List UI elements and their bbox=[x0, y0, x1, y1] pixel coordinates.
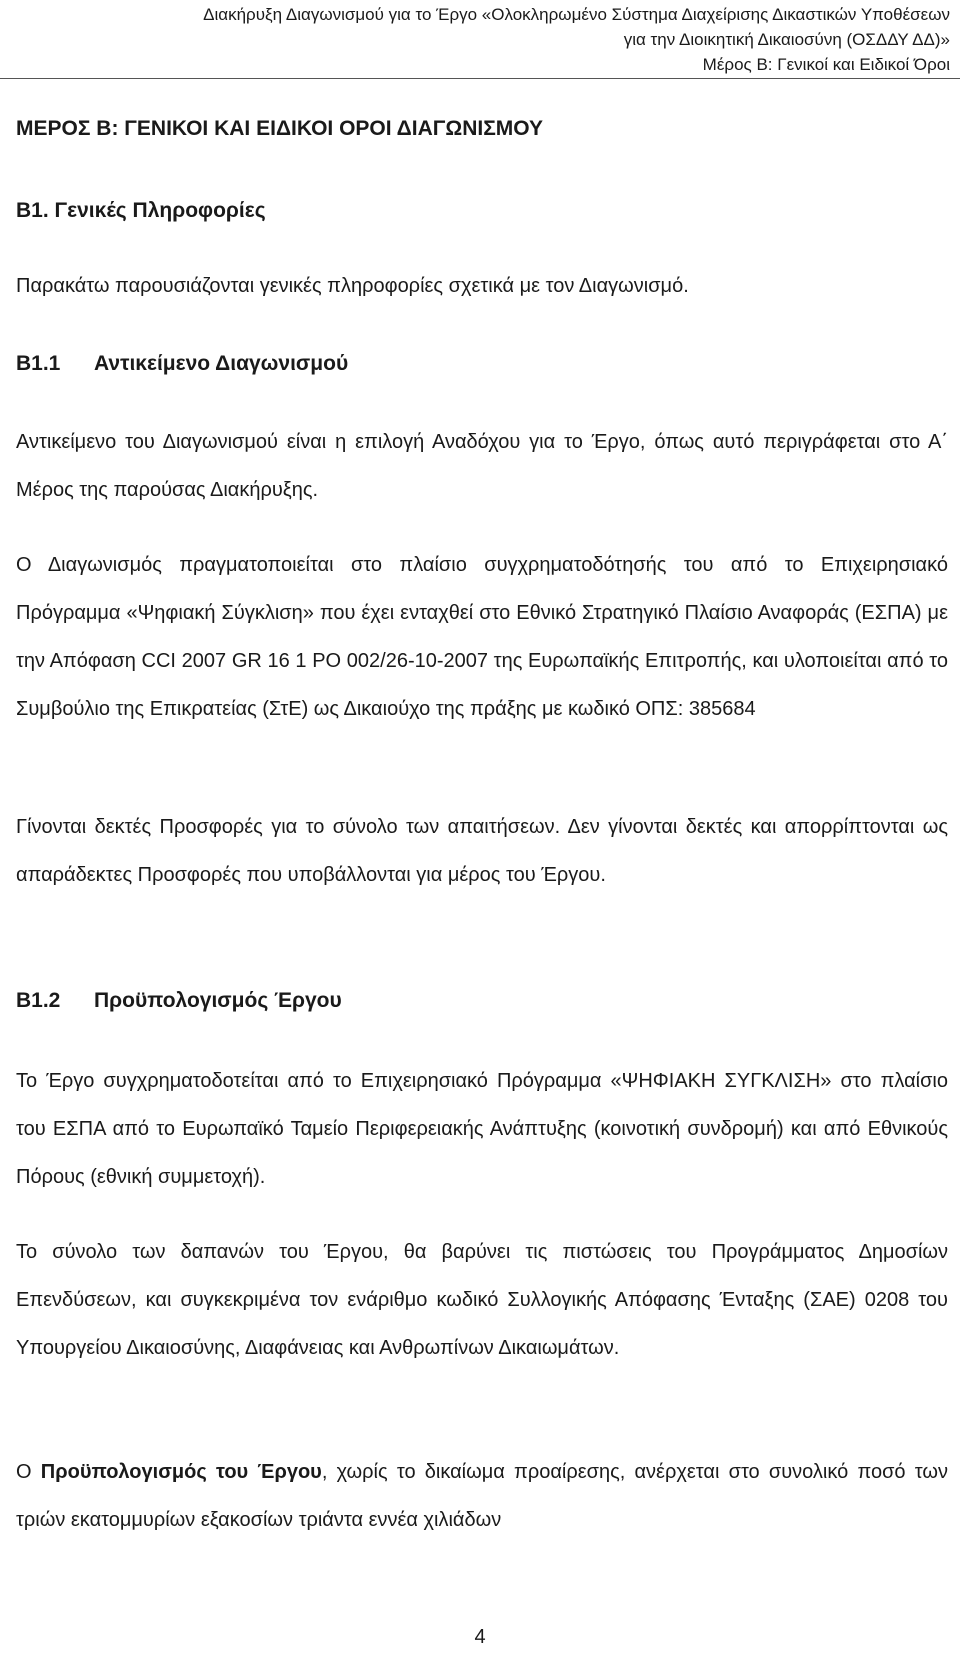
b1-intro-paragraph: Παρακάτω παρουσιάζονται γενικές πληροφορίες σχετικά με τον Διαγωνισμό. bbox=[16, 275, 689, 297]
b1-2-paragraph-1: Το Έργο συγχρηματοδοτείται από το Επιχειρησιακό Πρόγραμμα «ΨΗΦΙΑΚΗ ΣΥΓΚΛΙΣΗ» στο πλαίσιο του ΕΣΠΑ από το Ευρωπαϊκό Ταμείο Περιφερειακής Ανάπτυξης (κοινοτική συνδρομή) και από Εθνικούς Πόρους (εθνική συμμετοχή). bbox=[16, 1070, 948, 1188]
section-number: Β1.1 bbox=[16, 352, 61, 375]
section-title: Προϋπολογισμός Έργου bbox=[94, 989, 342, 1012]
page-number: 4 bbox=[474, 1626, 486, 1648]
b1-1-paragraph-2: Ο Διαγωνισμός πραγματοποιείται στο πλαίσιο συγχρηματοδότησής του από το Επιχειρησιακό Πρόγραμμα «Ψηφιακή Σύγκλιση» που έχει ενταχθεί στο Εθνικό Στρατηγικό Πλαίσιο Αναφοράς (ΕΣΠΑ) με την Απόφαση CCI 2007 GR 16 1 PO 002/26-10-2007 της Ευρωπαϊκής Επιτροπής, και υλοποιείται από το Συμβούλιο της Επικρατείας (ΣτΕ) ως Δικαιούχο της πράξης με κωδικό ΟΠΣ: 385684 bbox=[16, 554, 948, 720]
section-number: Β1.2 bbox=[16, 989, 61, 1012]
p3-rest: , χωρίς το δικαίωμα προαίρεσης, ανέρχεται στο συνολικό ποσό των τριών εκατομμυρίων εξακοσίων τριάντα εννέα χιλιάδων bbox=[16, 1461, 948, 1531]
running-header bbox=[203, 2, 950, 77]
b1-2-paragraph-3 bbox=[16, 1448, 948, 1544]
section-title: Αντικείμενο Διαγωνισμού bbox=[94, 352, 349, 375]
header-line-3: Μέρος Β: Γενικοί και Ειδικοί Όροι bbox=[702, 55, 950, 74]
p3-prefix: Ο bbox=[16, 1461, 41, 1483]
section-heading-b1-1 bbox=[16, 349, 948, 379]
budget-term: Προϋπολογισμός του Έργου bbox=[40, 1461, 322, 1483]
section-heading-b1-2 bbox=[16, 986, 948, 1016]
header-line-2: για την Διοικητική Δικαιοσύνη (ΟΣΔΔΥ ΔΔ)» bbox=[623, 30, 950, 49]
b1-1-paragraph-1: Αντικείμενο του Διαγωνισμού είναι η επιλογή Αναδόχου για το Έργο, όπως αυτό περιγράφεται στο Α΄ Μέρος της παρούσας Διακήρυξης. bbox=[16, 431, 948, 501]
header-line-1: Διακήρυξη Διαγωνισμού για το Έργο «Ολοκληρωμένο Σύστημα Διαχείρισης Δικαστικών Υποθέσεων bbox=[203, 5, 950, 24]
header-divider bbox=[0, 78, 960, 79]
part-title: ΜΕΡΟΣ Β: ΓΕΝΙΚΟΙ ΚΑΙ ΕΙΔΙΚΟΙ ΟΡΟΙ ΔΙΑΓΩΝΙΣΜΟΥ bbox=[16, 117, 544, 140]
section-heading-b1: Β1. Γενικές Πληροφορίες bbox=[16, 199, 266, 222]
b1-1-paragraph-3: Γίνονται δεκτές Προσφορές για το σύνολο των απαιτήσεων. Δεν γίνονται δεκτές και απορρίπτονται ως απαράδεκτες Προσφορές που υποβάλλονται για μέρος του Έργου. bbox=[16, 816, 948, 886]
b1-2-paragraph-2: Το σύνολο των δαπανών του Έργου, θα βαρύνει τις πιστώσεις του Προγράμματος Δημοσίων Επενδύσεων, και συγκεκριμένα τον ενάριθμο κωδικό Συλλογικής Απόφασης Ένταξης (ΣΑΕ) 0208 του Υπουργείου Δικαιοσύνης, Διαφάνειας και Ανθρωπίνων Δικαιωμάτων. bbox=[16, 1241, 948, 1359]
